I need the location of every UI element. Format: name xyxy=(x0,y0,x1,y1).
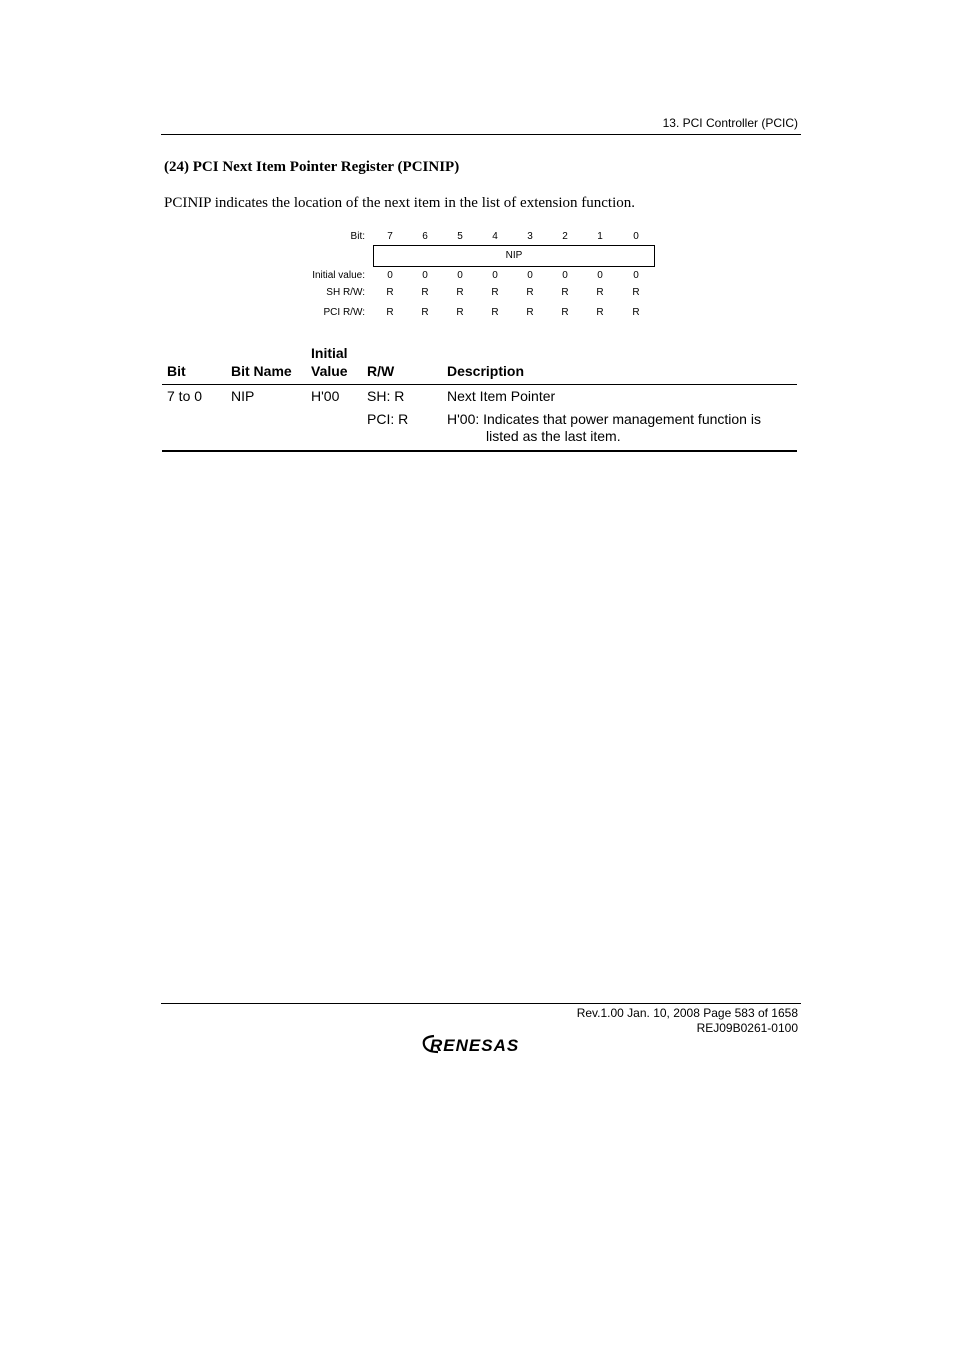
sh-rw-value: R xyxy=(421,287,429,298)
renesas-logo-mark xyxy=(420,1032,544,1056)
renesas-logo xyxy=(420,1032,544,1061)
initial-value: 0 xyxy=(457,270,463,281)
bit-number: 6 xyxy=(422,231,428,242)
sh-rw-value: R xyxy=(526,287,534,298)
cell-desc-line1: H'00: Indicates that power management function is xyxy=(447,411,761,427)
pci-rw-value: R xyxy=(386,307,394,318)
pci-rw-value: R xyxy=(596,307,604,318)
logo-text: RENESAS xyxy=(430,1036,520,1055)
table-header-rule xyxy=(162,384,797,385)
header-rule xyxy=(161,134,801,135)
register-field-name: NIP xyxy=(505,250,523,261)
pci-rw-value: R xyxy=(632,307,640,318)
pci-rw-label: PCI R/W: xyxy=(323,307,365,318)
initial-value: 0 xyxy=(562,270,568,281)
pci-rw-value: R xyxy=(491,307,499,318)
initial-value: 0 xyxy=(492,270,498,281)
bit-number: 1 xyxy=(597,231,603,242)
bit-number: 5 xyxy=(457,231,463,242)
header-value: Value xyxy=(311,363,348,379)
header-bit-name: Bit Name xyxy=(231,363,292,379)
bit-number: 7 xyxy=(387,231,393,242)
intro-paragraph: PCINIP indicates the location of the next item in the list of extension function. xyxy=(164,195,636,211)
cell-bit: 7 to 0 xyxy=(167,388,203,404)
cell-rw-pci: PCI: R xyxy=(367,411,409,427)
bit-label: Bit: xyxy=(350,231,365,242)
sh-rw-value: R xyxy=(386,287,394,298)
pci-rw-value: R xyxy=(456,307,464,318)
cell-desc-line2: listed as the last item. xyxy=(486,428,621,444)
initial-value: 0 xyxy=(527,270,533,281)
initial-value: 0 xyxy=(633,270,639,281)
header-rw: R/W xyxy=(367,363,395,379)
bit-number: 0 xyxy=(633,231,639,242)
header-description: Description xyxy=(447,363,525,379)
sh-rw-value: R xyxy=(561,287,569,298)
initial-value: 0 xyxy=(387,270,393,281)
bit-number: 2 xyxy=(562,231,568,242)
bit-number: 4 xyxy=(492,231,498,242)
initial-value: 0 xyxy=(597,270,603,281)
cell-bit-name: NIP xyxy=(231,388,255,404)
initial-value-label: Initial value: xyxy=(312,270,365,281)
header-initial: Initial xyxy=(311,345,348,361)
cell-initial: H'00 xyxy=(311,388,340,404)
pci-rw-value: R xyxy=(561,307,569,318)
bit-number: 3 xyxy=(527,231,533,242)
cell-rw-sh: SH: R xyxy=(367,388,405,404)
pci-rw-value: R xyxy=(526,307,534,318)
sh-rw-label: SH R/W: xyxy=(326,287,365,298)
section-title: (24) PCI Next Item Pointer Register (PCINIP) xyxy=(164,159,460,175)
footer-revision: Rev.1.00 Jan. 10, 2008 Page 583 of 1658 xyxy=(576,1006,798,1020)
sh-rw-value: R xyxy=(456,287,464,298)
header-chapter: 13. PCI Controller (PCIC) xyxy=(662,116,798,130)
footer-doc-number: REJ09B0261-0100 xyxy=(696,1021,798,1035)
register-field-box xyxy=(373,245,655,267)
pci-rw-value: R xyxy=(421,307,429,318)
sh-rw-value: R xyxy=(596,287,604,298)
initial-value: 0 xyxy=(422,270,428,281)
table-bottom-rule xyxy=(162,450,797,452)
sh-rw-value: R xyxy=(491,287,499,298)
header-bit: Bit xyxy=(167,363,186,379)
cell-desc-title: Next Item Pointer xyxy=(447,388,556,404)
sh-rw-value: R xyxy=(632,287,640,298)
footer-rule xyxy=(161,1003,801,1004)
